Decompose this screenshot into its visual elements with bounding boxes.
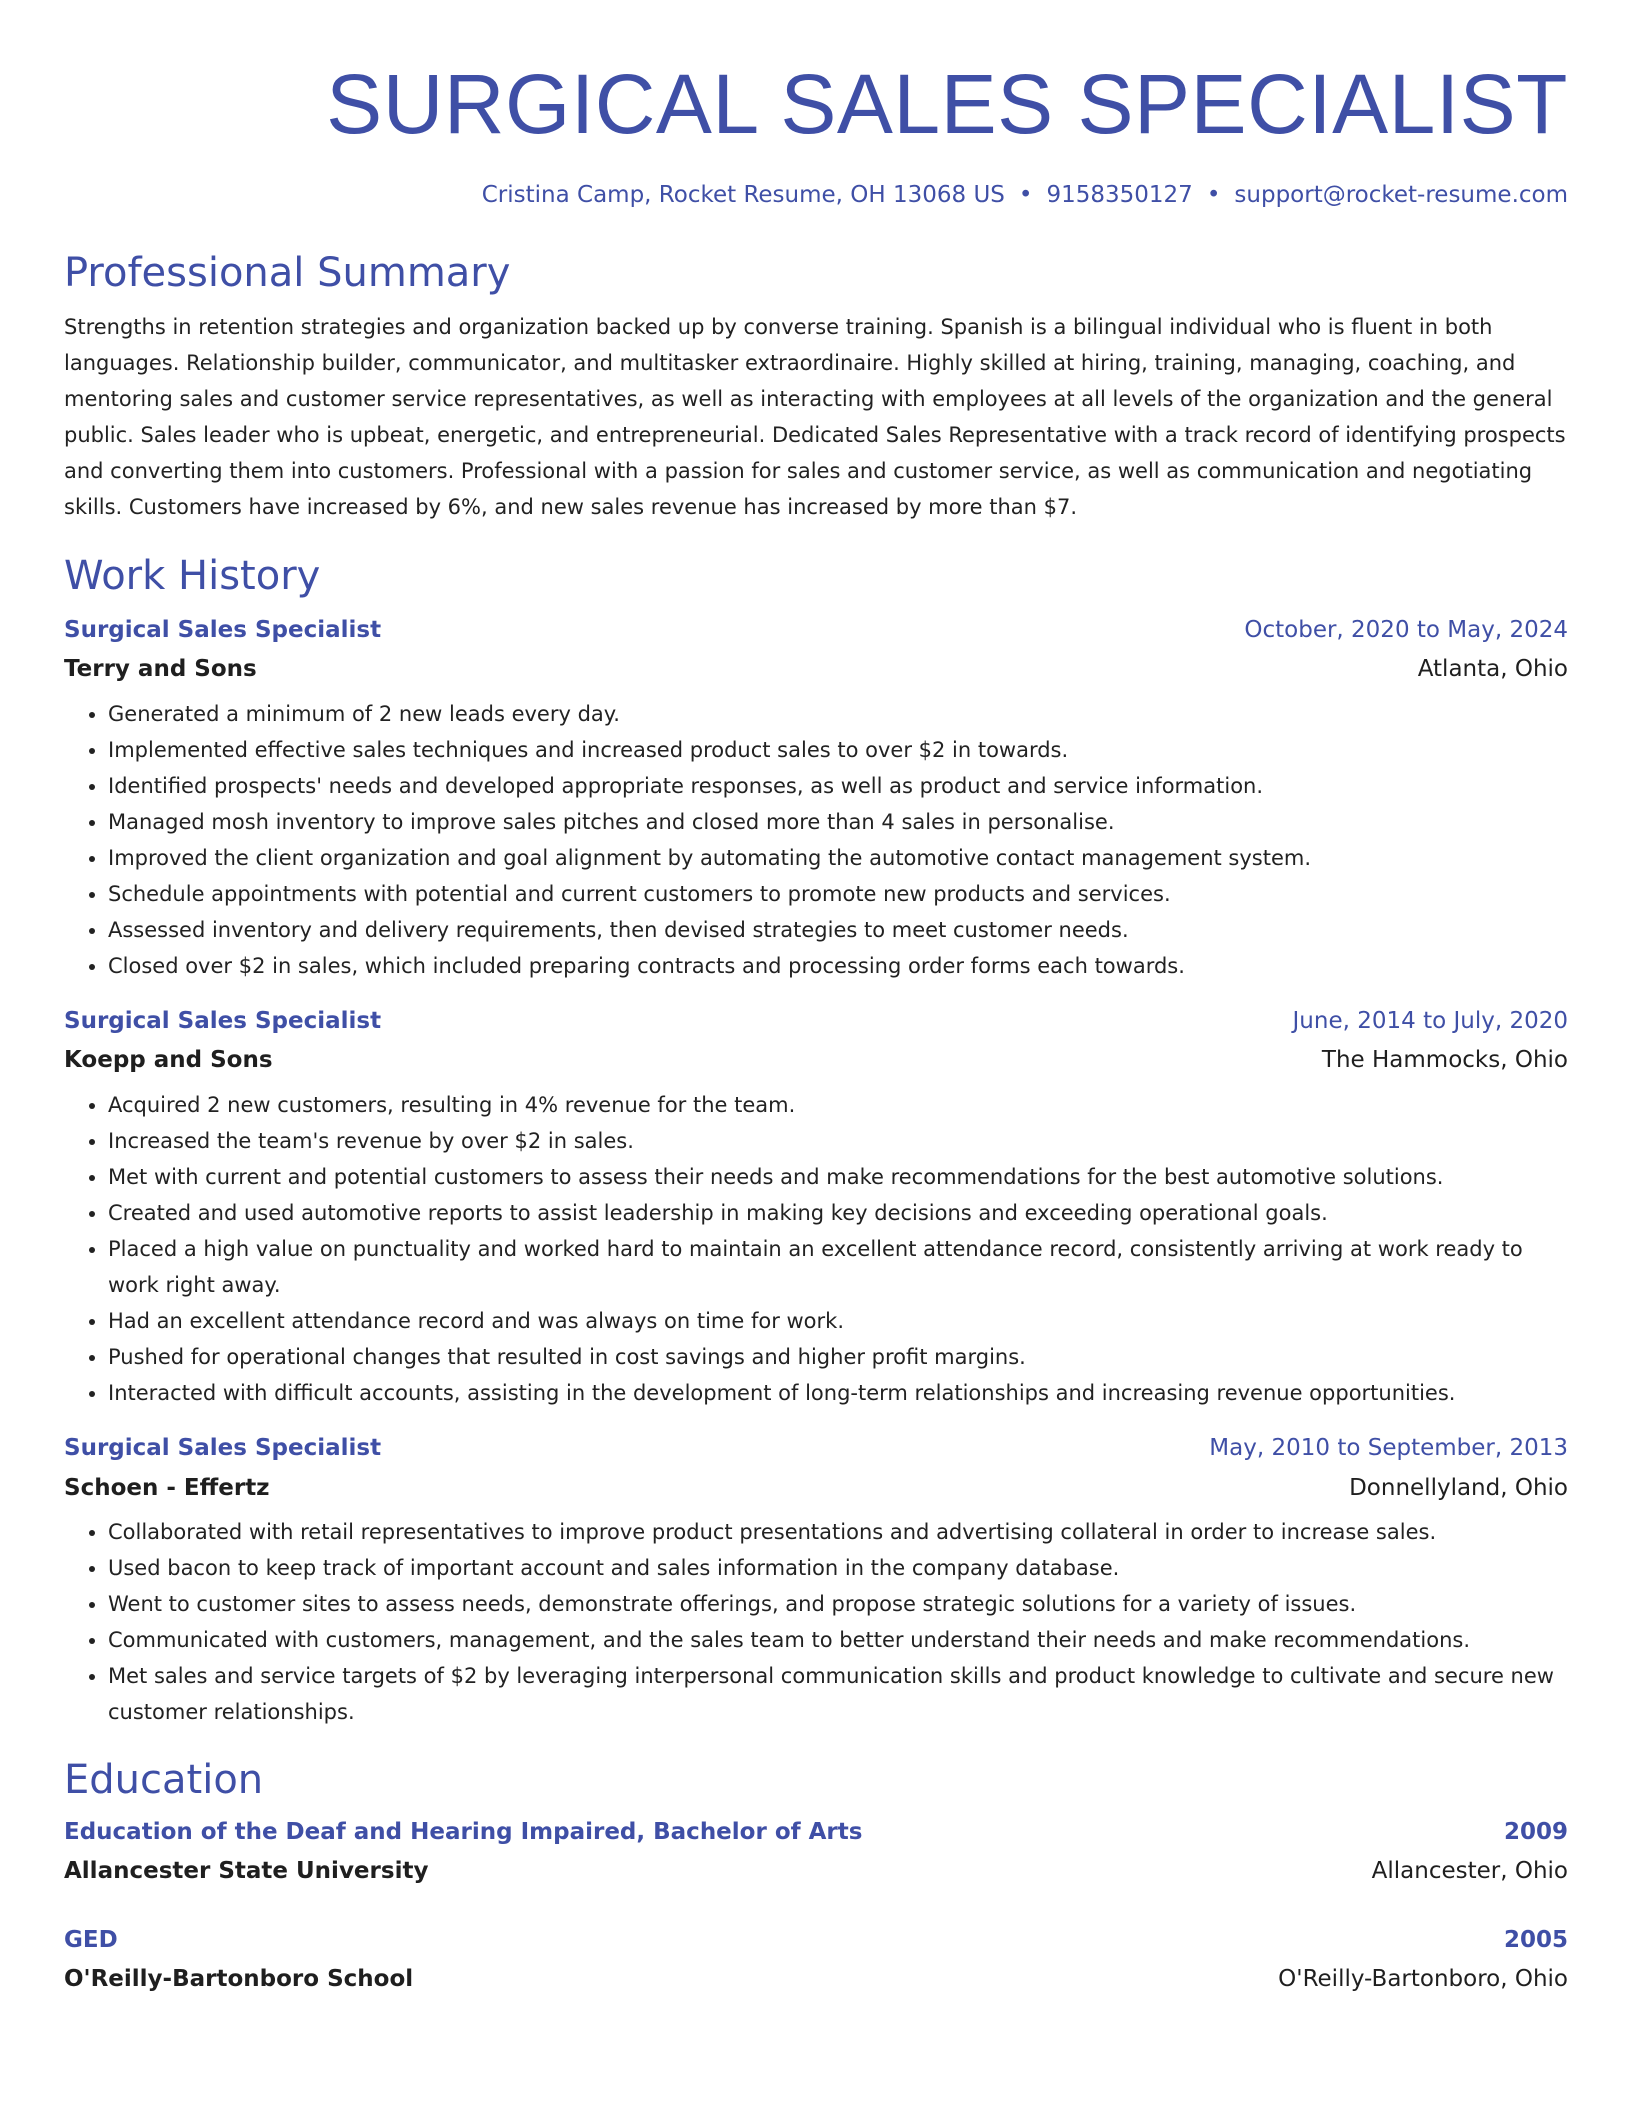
- job-dates: October, 2020 to May, 2024: [1244, 616, 1568, 643]
- list-item: • Implemented effective sales techniques and increased product sales to over $2 in towards.: [108, 732, 1568, 768]
- education-school: O'Reilly-Bartonboro School: [64, 1965, 414, 1992]
- list-item: • Improved the client organization and goal alignment by automating the automotive contact management system.: [108, 840, 1568, 876]
- education-entry: [64, 1819, 1568, 1885]
- contact-separator: •: [1018, 182, 1033, 208]
- education-section: [64, 1756, 1568, 1993]
- job-dates: June, 2014 to July, 2020: [1292, 1007, 1568, 1034]
- job-bullets: [108, 1087, 1568, 1411]
- job-entry: [64, 617, 1568, 984]
- job-role: Surgical Sales Specialist: [64, 1007, 382, 1034]
- education-year: 2009: [1503, 1819, 1568, 1846]
- resume-page: [64, 0, 1568, 1994]
- contact-phone: 9158350127: [1046, 182, 1193, 208]
- education-heading: Education: [64, 1757, 264, 1804]
- list-item: • Closed over $2 in sales, which included preparing contracts and processing order forms each towards.: [108, 948, 1568, 984]
- summary-section: [64, 249, 1568, 525]
- education-location: Allancester, Ohio: [1371, 1857, 1568, 1884]
- job-bullets: [108, 696, 1568, 984]
- list-item: • Interacted with difficult accounts, assisting in the development of long-term relationships and increasing revenue opportunities.: [108, 1375, 1568, 1411]
- work-heading: Work History: [64, 552, 321, 599]
- education-location: O'Reilly-Bartonboro, Ohio: [1278, 1965, 1568, 1992]
- list-item: • Generated a minimum of 2 new leads every day.: [108, 696, 1568, 732]
- list-item: • Increased the team's revenue by over $2 in sales.: [108, 1123, 1568, 1159]
- list-item: • Identified prospects' needs and developed appropriate responses, as well as product and service information.: [108, 768, 1568, 804]
- job-role: Surgical Sales Specialist: [64, 1434, 382, 1461]
- summary-text: Strengths in retention strategies and organization backed up by converse training. Spanish is a bilingual individual who is fluent in both languages. Relationship builder, communicator, and multitasker extraordinaire. Highly skilled at hiring, training, managing, coaching, and mentoring sales and customer service representatives, as well as interacting with employees at all levels of the organization and the general public. Sales leader who is upbeat, energetic, and entrepreneurial. Dedicated Sales Representative with a track record of identifying prospects and converting them into customers. Professional with a passion for sales and customer service, as well as communication and negotiating skills. Customers have increased by 6%, and new sales revenue has increased by more than $7.: [64, 314, 1566, 519]
- list-item: • Acquired 2 new customers, resulting in 4% revenue for the team.: [108, 1087, 1568, 1123]
- job-bullets: [108, 1514, 1568, 1730]
- job-dates: May, 2010 to September, 2013: [1209, 1434, 1568, 1461]
- education-year: 2005: [1503, 1927, 1568, 1954]
- job-entry: [64, 1435, 1568, 1730]
- list-item: • Managed mosh inventory to improve sales pitches and closed more than 4 sales in personalise.: [108, 804, 1568, 840]
- summary-heading: Professional Summary: [64, 249, 511, 296]
- education-entry: [64, 1927, 1568, 1993]
- list-item: • Placed a high value on punctuality and worked hard to maintain an excellent attendance record, consistently arriving at work ready to work right away.: [108, 1231, 1568, 1303]
- contact-address: Cristina Camp, Rocket Resume, OH 13068 US: [481, 182, 1005, 208]
- job-entry: [64, 1008, 1568, 1411]
- list-item: • Used bacon to keep track of important account and sales information in the company database.: [108, 1550, 1568, 1586]
- job-location: Atlanta, Ohio: [1417, 656, 1568, 683]
- list-item: • Collaborated with retail representatives to improve product presentations and advertising collateral in order to increase sales.: [108, 1514, 1568, 1550]
- education-degree: Education of the Deaf and Hearing Impaired, Bachelor of Arts: [64, 1819, 863, 1846]
- list-item: • Had an excellent attendance record and was always on time for work.: [108, 1303, 1568, 1339]
- contact-line: [64, 182, 1568, 210]
- resume-header: [64, 57, 1568, 210]
- list-item: • Met sales and service targets of $2 by leveraging interpersonal communication skills and product knowledge to cultivate and secure new customer relationships.: [108, 1658, 1568, 1730]
- education-degree: GED: [64, 1927, 118, 1954]
- job-location: The Hammocks, Ohio: [1321, 1047, 1568, 1074]
- list-item: • Assessed inventory and delivery requirements, then devised strategies to meet customer needs.: [108, 912, 1568, 948]
- job-company: Terry and Sons: [64, 656, 257, 683]
- job-location: Donnellyland, Ohio: [1349, 1474, 1568, 1501]
- contact-email: support@rocket-resume.com: [1234, 182, 1568, 208]
- list-item: • Communicated with customers, management, and the sales team to better understand their needs and make recommendations.: [108, 1622, 1568, 1658]
- job-company: Schoen - Effertz: [64, 1474, 270, 1501]
- education-school: Allancester State University: [64, 1857, 429, 1884]
- list-item: • Pushed for operational changes that resulted in cost savings and higher profit margins.: [108, 1339, 1568, 1375]
- job-role: Surgical Sales Specialist: [64, 616, 382, 643]
- resume-title: SURGICAL SALES SPECIALIST: [326, 57, 1568, 151]
- job-company: Koepp and Sons: [64, 1047, 273, 1074]
- list-item: • Went to customer sites to assess needs, demonstrate offerings, and propose strategic solutions for a variety of issues.: [108, 1586, 1568, 1622]
- list-item: • Schedule appointments with potential and current customers to promote new products and services.: [108, 876, 1568, 912]
- contact-separator: •: [1206, 182, 1221, 208]
- work-section: [64, 552, 1568, 1731]
- list-item: • Created and used automotive reports to assist leadership in making key decisions and exceeding operational goals.: [108, 1195, 1568, 1231]
- list-item: • Met with current and potential customers to assess their needs and make recommendations for the best automotive solutions.: [108, 1159, 1568, 1195]
